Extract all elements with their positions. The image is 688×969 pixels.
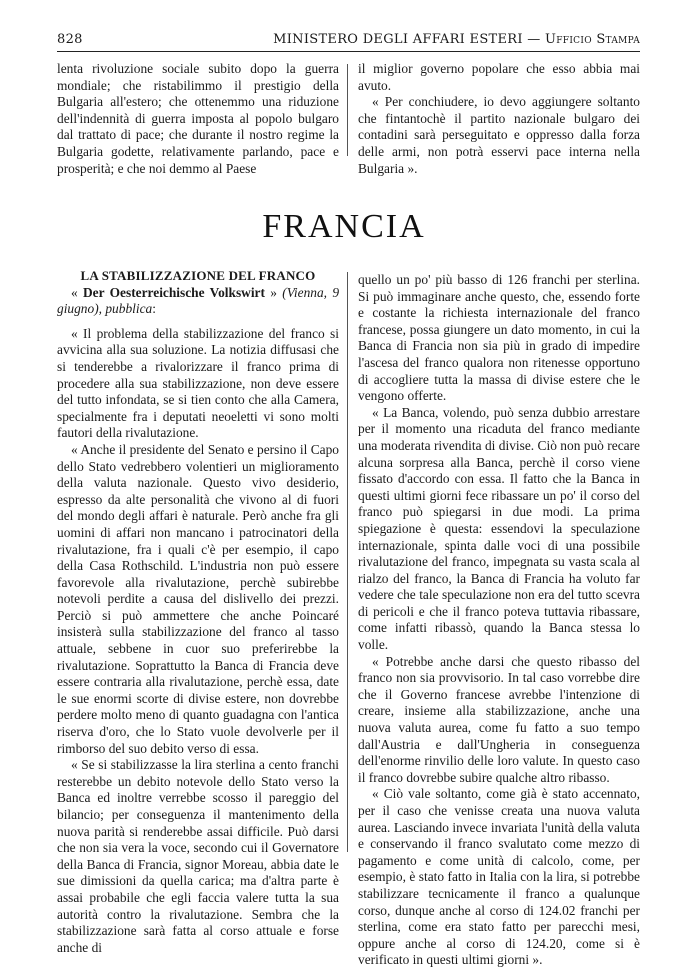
left-paragraph: « Il problema della stabilizzazione del franco si avvicina alla sua soluzione. La notizia diffusasi che si tenderebbe a rivalorizzare il franco prima di procedere alla sua stabilizzazione, non deve essere del tutto infondata, se si tien conto che alla Camera, specialmente fra i deputati neoeletti vi sono molti fautori della rivalutazione. — [57, 325, 339, 441]
left-paragraph: « Anche il presidente del Senato e persino il Capo dello Stato vedrebbero volentieri un miglioramento della valuta nazionale. Questo vivo desiderio, espresso da alte personalità che vivono al di fuori del mondo degli affari è naturale. Però anche fra gli uomini di affari non mancano i patrocinatori della rivalutazione, fra i quali c'è per esempio, il capo della Casa Rothschild. L'industria non può essere favorevole alla rivalutazione, perchè subirebbe notevoli perdite a causa del dislivello dei prezzi. Perciò si può ammettere che anche Poincaré insisterà sulla stabilizzazione del franco al tasso attuale, sebbene in cuor suo preferirebbe la rivalutazione. Soprattutto la Banca di Francia deve essere contraria alla rivalutazione, perchè essa, date le sue enormi scorte di divise estere, non dovrebbe perdere molto meno di quanto guadagna con l'antica riserva d'oro, che lo Stato vuole devolverle per il rimborso del suo debito verso di essa. — [57, 441, 339, 756]
running-title-text: MINISTERO DEGLI AFFARI ESTERI — — [273, 32, 541, 47]
right-paragraph: quello un po' più basso di 126 franchi per sterlina. Si può immaginare anche questo, che, essendo forte e costante la richiesta internazionale del franco francese, possa giungere un dato momento, in cui la Banca di Francia non sia più in grado di impedire l'ascesa del franco qualora non ritenesse opportuno di accogliere tutta la massa di divise estere che le vengono offerte. — [358, 272, 640, 404]
top-right-paragraph: il miglior governo popolare che esso abbia mai avuto. — [358, 61, 640, 93]
main-column-divider — [347, 272, 348, 852]
top-left-text: lenta rivoluzione sociale subito dopo la guerra mondiale; che ristabilimmo il prestigio della Bulgaria all'estero; che ottenemmo una riduzione dell'indennità di guerra imposta al popolo bulgaro dal trattato di pace; che durante il nostro regime la Bulgaria godette, relativamente parlando, pace e prosperità; e che noi demmo al Paese — [57, 61, 339, 176]
running-title — [273, 32, 640, 47]
header-rule — [57, 51, 640, 52]
left-paragraph: « Se si stabilizzasse la lira sterlina a cento franchi resterebbe un debito notevole dello Stato verso la Banca ed inoltre verrebbe scosso il pareggio del bilancio; per conseguenza il mantenimento della nuova parità si renderebbe assai difficile. Può darsi che non sia vera la voce, secondo cui il Governatore della Banca di Francia, signor Moreau, abbia date le sue dimissioni da quella carica; ma d'altra parte è assai probabile che egli faccia valere tutta la sua autorità contro la rivalutazione. Sembra che la stabilizzazione sarà fatta al corso attuale e forse anche di — [57, 757, 339, 955]
page-header — [57, 32, 640, 50]
page-number: 828 — [57, 32, 83, 47]
source-name: Der Oesterreichische Volkswirt — [83, 284, 265, 300]
source-verb: pubblica — [102, 301, 153, 317]
top-left-column — [57, 61, 339, 177]
source-place-date: (Vienna, 9 giugno), — [57, 284, 340, 317]
office-name: Ufficio Stampa — [544, 32, 640, 47]
source-close: » — [264, 284, 283, 300]
right-paragraph: « Ciò vale soltanto, come già è stato accennato, per il caso che venisse creata una nuova valuta aurea. Lasciando invece invariata l'unità della valuta e conservando il franco svalutato come mezzo di pagamento e come unità di calcolo, come, per esempio, è stato fatto in Italia con la lira, si potrebbe stabilizzare tecnicamente il franco a qualunque corso, dunque anche al corso di 124.02 franchi per sterlina, come era stato fatto per parecchi mesi, oppure anche al corso di 124.20, come si è verificato in questi ultimi giorni ». — [358, 786, 640, 968]
source-colon: : — [152, 301, 156, 317]
left-column — [57, 268, 339, 956]
right-paragraph: « La Banca, volendo, può senza dubbio arrestare per il momento una ricaduta del franco mediante una moderata rivendita di divise. Ciò non può recare alcuna sorpresa alla Banca, perchè il corso viene fissato d'accordo con essa. Il fatto che la Banca in questi ultimi giorni fece ribassare un po' il corso del franco può spiegarsi in due modi. La prima spiegazione è questa: essendovi la speculazione internazionale, spinta dalle voci di una possibile rivalutazione del franco, impegnata su vasta scala al rialzo del franco, la Banca di Francia ha voluto far vedere che tale speculazione non era del tutto scevra di pericoli e che il franco poteva tuttavia ribassare, come infatti ribassò, quando la Banca stessa lo volle. — [358, 404, 640, 653]
top-column-divider — [347, 64, 348, 156]
article-title: LA STABILIZZAZIONE DEL FRANCO — [80, 268, 316, 283]
top-right-column — [358, 61, 640, 177]
right-column — [358, 272, 640, 969]
right-paragraph: « Potrebbe anche darsi che questo ribasso del franco non sia provvisorio. In tal caso vorrebbe dire che il Governo francese avrebbe l'intenzione di creare, insieme alla stabilizzazione, anche una nuova valuta aurea, come fu fatto a suo tempo dall'Austria e dall'Ungheria in conseguenza dell'enorme rinvilio delle loro valute. In questo caso il franco dovrebbe subire qualche altro ribasso. — [358, 653, 640, 785]
top-right-paragraph: « Per conchiudere, io devo aggiungere soltanto che fintantochè il partito nazionale bulgaro dei contadini sarà perseguitato e oppresso dalla forza delle armi, non potrà esservi pace interna nella Bulgaria ». — [358, 94, 640, 176]
article-source — [57, 285, 339, 318]
source-open: « — [71, 284, 84, 300]
section-title: FRANCIA — [262, 208, 426, 245]
